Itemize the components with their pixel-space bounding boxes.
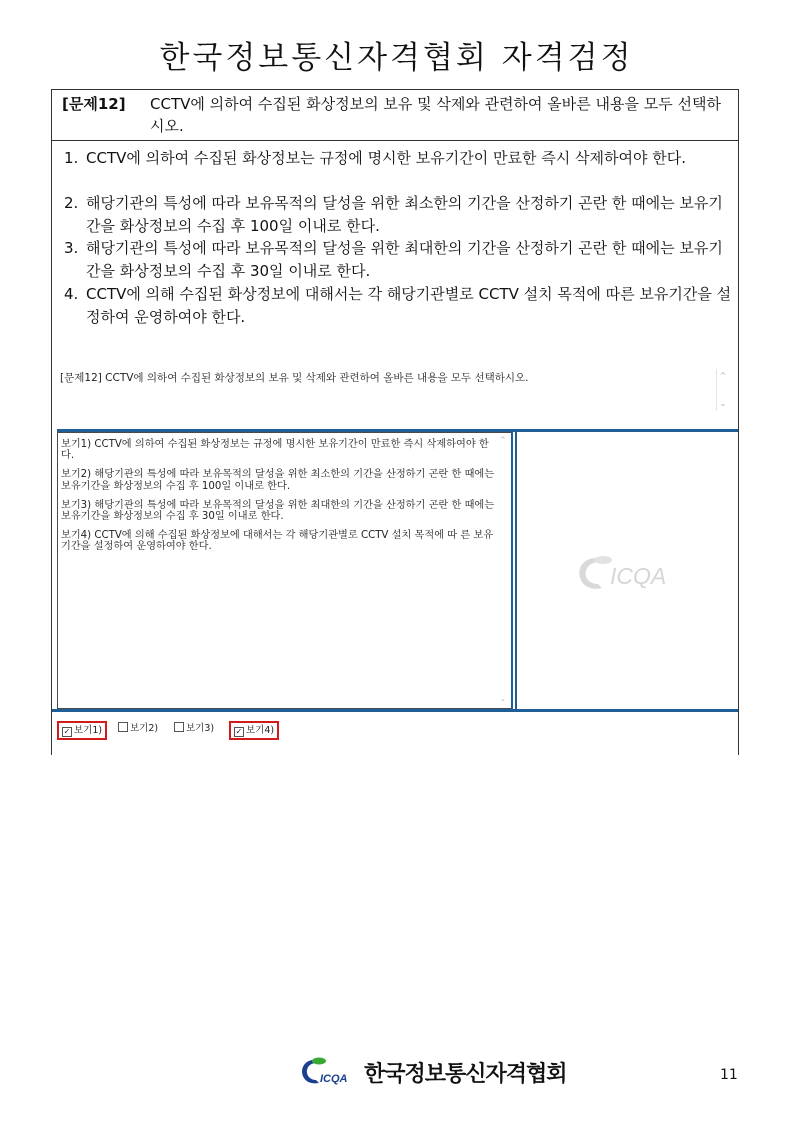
view-4-text: 보기4) CCTV에 의해 수집된 화상정보에 대해서는 각 해당기관별로 CCTV 설치 목적에 따 른 보유기간을 설정하여 운영하여야 한다. xyxy=(61,530,494,553)
page-title: 한국정보통신자격협회 자격검정 xyxy=(159,40,634,76)
checkbox-view-4[interactable] xyxy=(229,721,279,740)
checkbox-label: 보기4) xyxy=(246,725,275,736)
page-number: 11 xyxy=(720,1067,738,1083)
checkbox-label: 보기1) xyxy=(74,725,103,736)
checkbox-icon[interactable] xyxy=(118,722,128,732)
checkbox-view-3[interactable] xyxy=(171,721,217,736)
view-1-text: 보기1) CCTV에 의하여 수집된 화상정보는 규정에 명시한 보유기간이 만료한 즉시 삭제하여야 한다. xyxy=(61,439,489,462)
option-number: 2. xyxy=(64,194,79,212)
icqa-logo xyxy=(298,1056,358,1090)
option-text: 해당기관의 특성에 따라 보유목적의 달성을 위한 최대한의 기간을 산정하기 곤란 한 때에는 보유기간을 화상정보의 수집 후 30일 이내로 한다. xyxy=(86,239,723,280)
scroll-up-icon[interactable]: ^ xyxy=(500,436,506,444)
view-checkboxes xyxy=(52,717,738,741)
footer-organization: 한국정보통신자격협회 xyxy=(364,1062,567,1087)
checkbox-view-2[interactable] xyxy=(115,721,161,736)
views-text-pane[interactable] xyxy=(57,432,513,709)
question-frame xyxy=(51,89,739,755)
pane-bottom-divider xyxy=(52,709,738,712)
watermark-text: ICQA xyxy=(610,563,667,589)
checkbox-label: 보기3) xyxy=(186,723,215,734)
question-row xyxy=(52,90,738,141)
checkbox-label: 보기2) xyxy=(130,723,159,734)
option-text: CCTV에 의하여 수집된 화상정보는 규정에 명시한 보유기간이 만료한 즉시 삭제하여야 한다. xyxy=(86,149,686,167)
views-scrollbar[interactable] xyxy=(499,435,509,705)
option-number: 3. xyxy=(64,239,79,257)
scroll-down-icon[interactable]: ⌄ xyxy=(500,694,506,703)
answer-screenshot xyxy=(52,355,738,755)
option-text: CCTV에 의해 수집된 화상정보에 대해서는 각 해당기관별로 CCTV 설치 목적에 따른 보유기간을 설정하여 운영하여야 한다. xyxy=(86,285,732,326)
checkbox-icon[interactable] xyxy=(174,722,184,732)
scroll-down-icon[interactable]: ⌄ xyxy=(719,399,727,408)
logo-text: ICQA xyxy=(320,1073,348,1085)
question-label: [문제12] xyxy=(62,95,126,113)
checkbox-view-1[interactable] xyxy=(57,721,107,740)
screen-question-line: [문제12] CCTV에 의하여 수집된 화상정보의 보유 및 삭제와 관련하여 올바른 내용을 모두 선택하시오. xyxy=(60,372,529,384)
image-pane xyxy=(515,432,738,709)
option-number: 1. xyxy=(64,149,79,167)
view-3-text: 보기3) 해당기관의 특성에 따라 보유목적의 달성을 위한 최대한의 기간을 산정하기 곤란 한 때에는 보유기간을 화상정보의 수집 후 30일 이내로 한다. xyxy=(61,499,495,523)
checkbox-icon[interactable]: ✓ xyxy=(63,727,71,736)
view-2-text: 보기2) 해당기관의 특성에 따라 보유목적의 달성을 위한 최소한의 기간을 산정하기 곤란 한 때에는 보유기간을 화상정보의 수집 후 100일 이내로 한다. xyxy=(61,469,495,492)
checkbox-icon[interactable]: ✓ xyxy=(235,727,243,736)
scroll-up-icon[interactable]: ^ xyxy=(719,371,727,380)
icqa-watermark-logo xyxy=(572,552,692,596)
question-scrollbar[interactable] xyxy=(716,369,729,411)
question-text: CCTV에 의하여 수집된 화상정보의 보유 및 삭제와 관련하여 올바른 내용을 모두 선택하시오. xyxy=(150,95,721,135)
option-text: 해당기관의 특성에 따라 보유목적의 달성을 위한 최소한의 기간을 산정하기 곤란 한 때에는 보유기간을 화상정보의 수집 후 100일 이내로 한다. xyxy=(86,194,723,235)
option-number: 4. xyxy=(64,285,79,303)
